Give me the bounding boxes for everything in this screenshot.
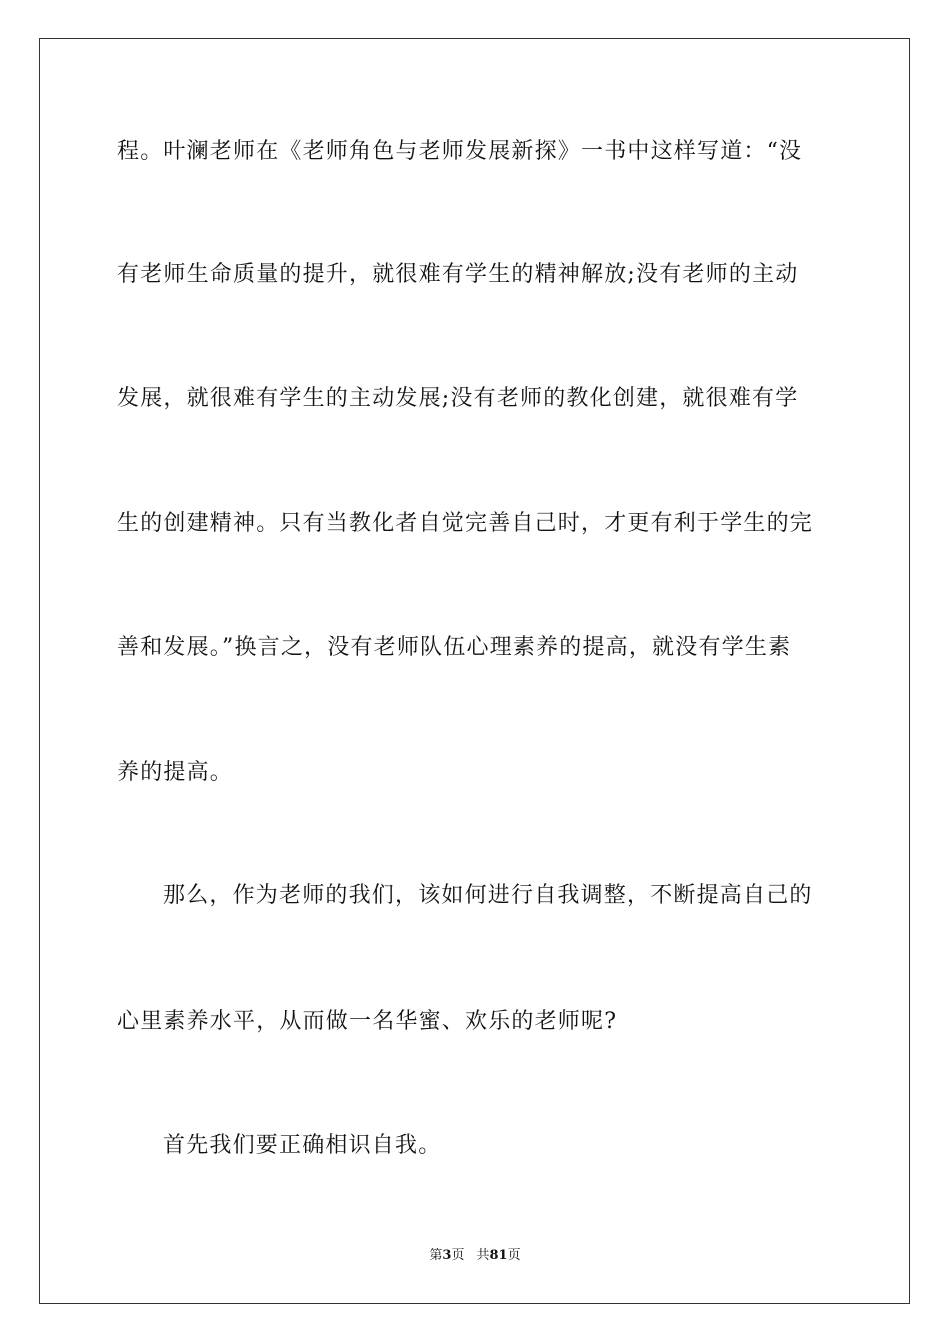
- total-pages: 81: [489, 1248, 508, 1263]
- total-suffix: 页: [507, 1248, 521, 1263]
- page-suffix: 页: [451, 1248, 465, 1263]
- text-line: 发展，就很难有学生的主动发展;没有老师的教化创建，就很难有学: [117, 386, 799, 411]
- text-line: 有老师生命质量的提升，就很难有学生的精神解放;没有老师的主动: [117, 262, 799, 287]
- text-line: 心里素养水平，从而做一名华蜜、欢乐的老师呢?: [117, 1009, 618, 1034]
- total-prefix: 共: [476, 1248, 490, 1263]
- page-border: [39, 38, 910, 1304]
- page-footer: [0, 1246, 950, 1266]
- text-line: 养的提高。: [117, 760, 234, 785]
- text-line: 生的创建精神。只有当教化者自觉完善自己时，才更有利于学生的完: [117, 511, 814, 536]
- paragraph-start-line: 那么，作为老师的我们，该如何进行自我调整，不断提高自己的: [163, 883, 813, 908]
- page-number: 3: [442, 1248, 452, 1263]
- page-prefix: 第: [429, 1248, 443, 1263]
- text-line: 程。叶澜老师在《老师角色与老师发展新探》一书中这样写道：“没: [117, 139, 803, 164]
- paragraph-start-line: 首先我们要正确相识自我。: [163, 1133, 442, 1158]
- text-line: 善和发展。”换言之，没有老师队伍心理素养的提高，就没有学生素: [117, 635, 792, 660]
